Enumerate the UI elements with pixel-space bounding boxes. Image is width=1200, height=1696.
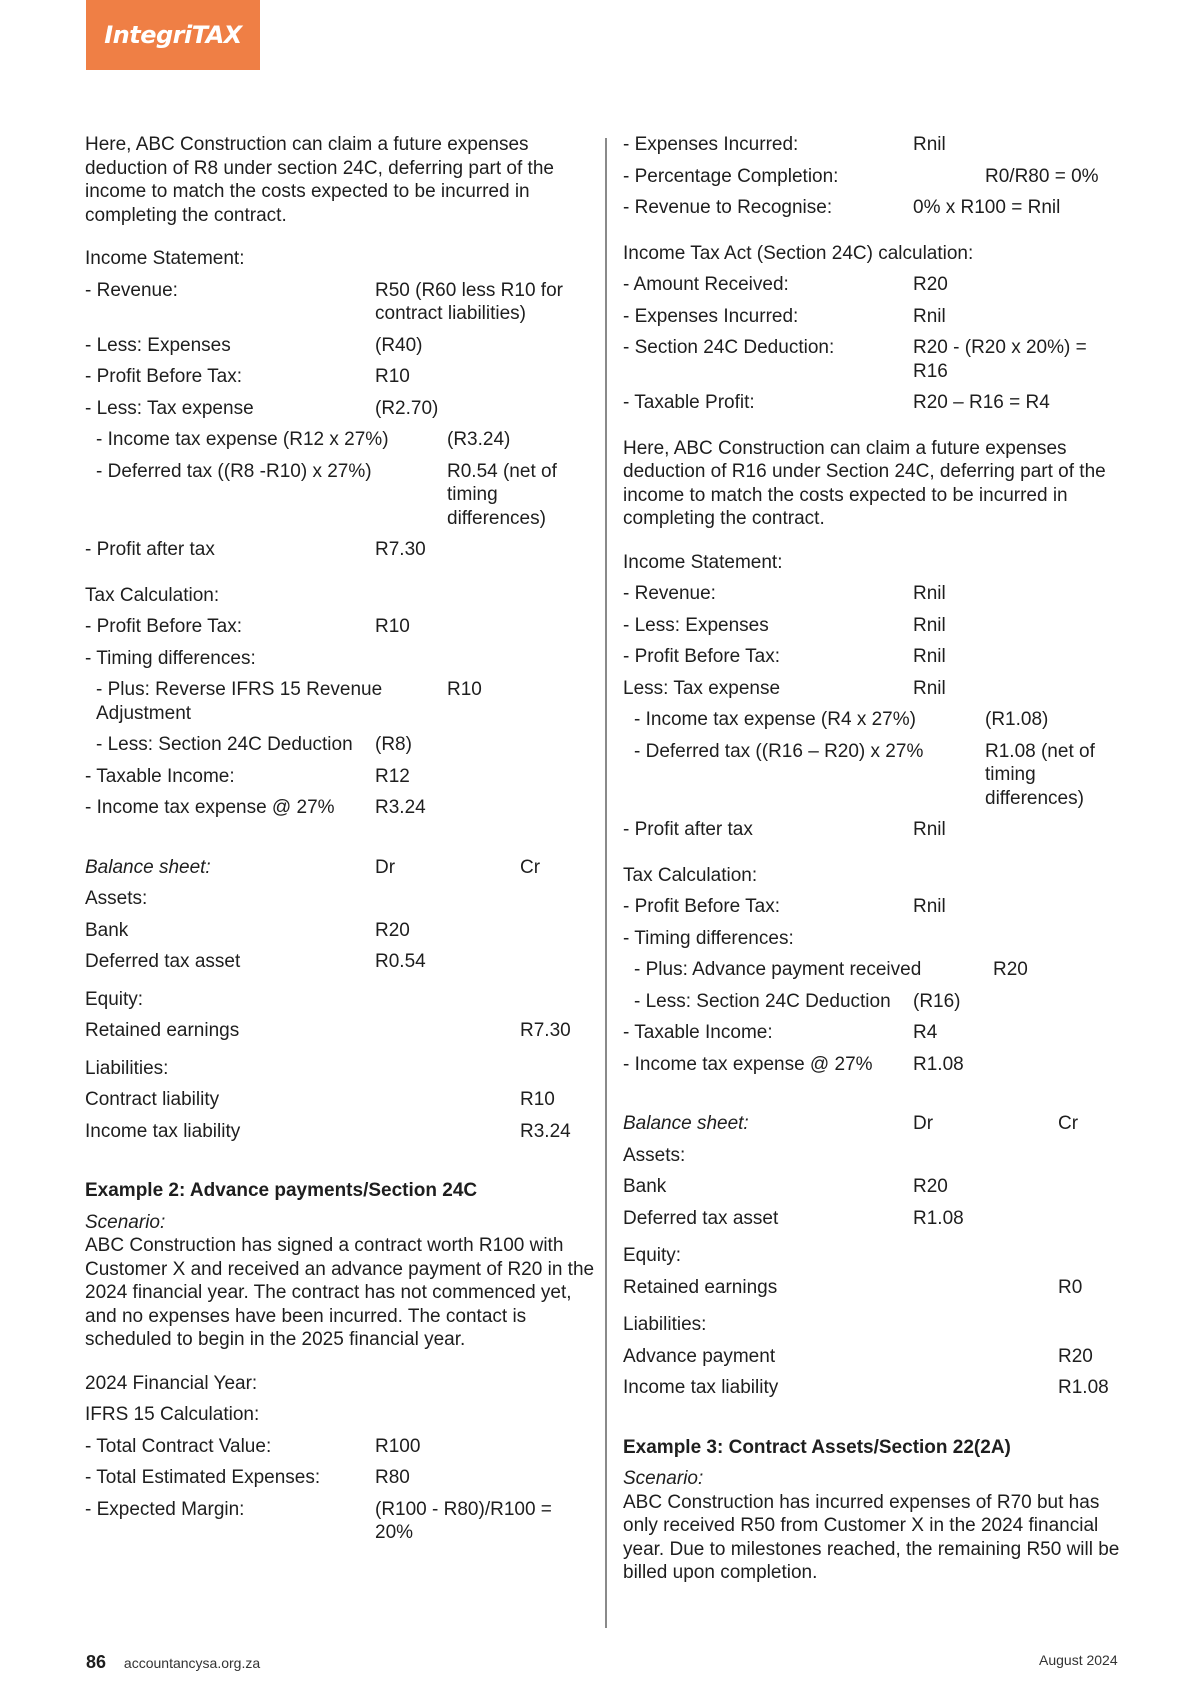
row-value: R20 - (R20 x 20%) = R16 — [913, 337, 1087, 382]
row-label: - Less: Section 24C Deduction — [634, 990, 891, 1012]
cr-header: Cr — [1058, 1113, 1079, 1134]
row-label: - Amount Received: — [623, 274, 789, 295]
row-label: - Revenue: — [85, 279, 178, 301]
scenario-text: ABC Construction has signed a contract worth R100 with Customer X and received an advance payment of R20 in the 2024 financial year. The contract has not commenced yet, and no expenses have been incurred. The contact is scheduled to begin in the 2025 financial year. — [85, 1235, 595, 1350]
row-label: Bank — [623, 1176, 667, 1197]
row-label: - Less: Expenses — [85, 334, 231, 356]
row-label: Contract liability — [85, 1089, 220, 1110]
example-3-title: Example 3: Contract Assets/Section 22(2A) — [623, 1436, 1011, 1458]
scenario-label: Scenario: — [623, 1468, 704, 1489]
ita-heading: Income Tax Act (Section 24C) calculation: — [623, 242, 974, 264]
row-value: R10 — [520, 1089, 555, 1110]
row-value: Rnil — [913, 646, 946, 667]
row-label: - Revenue to Recognise: — [623, 197, 833, 218]
row-value: R10 — [375, 616, 410, 637]
row-value: (R16) — [913, 990, 961, 1012]
tax-calculation-2 — [623, 864, 1128, 1077]
row-label: Income tax liability — [85, 1120, 241, 1142]
ita-calculation — [623, 242, 1128, 415]
intro-paragraph: Here, ABC Construction can claim a future expenses deduction of R8 under section 24C, deferring part of the income to match the costs expected to be incurred in completing the contract. — [85, 134, 554, 226]
row-value: R3.24 — [375, 797, 426, 818]
balance-sheet-2 — [623, 1112, 1128, 1400]
row-value: R20 — [993, 959, 1028, 980]
row-label: - Income tax expense (R4 x 27%) — [634, 709, 916, 730]
equity-heading: Equity: — [85, 988, 144, 1010]
row-value: R80 — [375, 1467, 410, 1488]
scenario-text: ABC Construction has incurred expenses of R70 but has only received R50 from Customer X in the 2024 financial year. Due to milestones reached, the remaining R50 will be billed upon completion. — [623, 1491, 1120, 1583]
row-label: - Section 24C Deduction: — [623, 337, 835, 358]
income-statement-2 — [623, 551, 1128, 842]
site-url: accountancysa.org.za — [123, 1655, 261, 1671]
row-value: R20 — [913, 274, 948, 295]
row-value: R7.30 — [520, 1020, 571, 1041]
assets-heading: Assets: — [623, 1144, 686, 1166]
row-label: - Profit Before Tax: — [85, 616, 242, 637]
row-value: R50 (R60 less R10 for contract liabilities) — [375, 279, 563, 324]
tax-calculation — [85, 584, 595, 820]
intro-paragraph-2: Here, ABC Construction can claim a future expenses deduction of R16 under Section 24C, deferring part of the income to match the costs expected to be incurred in completing the contract. — [623, 437, 1106, 529]
row-value: (R1.08) — [985, 709, 1049, 730]
row-value: Rnil — [913, 134, 946, 155]
row-label: - Taxable Profit: — [623, 392, 755, 413]
row-value: (R8) — [375, 734, 412, 755]
row-value: Rnil — [913, 614, 946, 636]
income-statement — [85, 247, 595, 562]
row-label: - Timing differences: — [623, 927, 794, 949]
row-label: Retained earnings — [623, 1276, 778, 1298]
row-value: R20 — [1058, 1345, 1093, 1367]
row-label: - Taxable Income: — [85, 765, 235, 787]
row-value: R1.08 — [913, 1053, 964, 1075]
row-value: R0.54 (net of timing differences) — [447, 460, 557, 529]
ifrs-heading: IFRS 15 Calculation: — [85, 1404, 260, 1425]
ifrs-continued — [623, 133, 1128, 220]
row-value: R0/R80 = 0% — [985, 165, 1099, 187]
example-3 — [623, 1436, 1128, 1585]
row-label: - Less: Expenses — [623, 614, 769, 636]
row-value: (R100 - R80)/R100 = 20% — [375, 1498, 552, 1543]
income-statement-heading: Income Statement: — [623, 551, 783, 573]
balance-sheet-heading: Balance sheet: — [85, 856, 211, 878]
assets-heading: Assets: — [85, 888, 148, 909]
left-column — [85, 133, 595, 1553]
row-label: - Profit Before Tax: — [623, 646, 780, 667]
row-label: - Plus: Advance payment received — [634, 959, 922, 980]
row-label: - Deferred tax ((R16 – R20) x 27% — [634, 740, 924, 762]
row-label: - Total Estimated Expenses: — [85, 1467, 321, 1488]
example-2-title: Example 2: Advance payments/Section 24C — [85, 1180, 478, 1201]
row-label: - Revenue: — [623, 583, 716, 604]
cr-header: Cr — [520, 856, 541, 878]
row-label: - Timing differences: — [85, 647, 256, 669]
scenario-label: Scenario: — [85, 1211, 166, 1233]
tax-calculation-heading: Tax Calculation: — [85, 584, 220, 606]
row-value: R4 — [913, 1022, 938, 1043]
balance-sheet — [85, 856, 595, 1144]
row-label: Income tax liability — [623, 1377, 779, 1398]
page-number: 86 — [86, 1652, 107, 1672]
row-value: R100 — [375, 1435, 421, 1457]
row-label: - Plus: Reverse IFRS 15 Revenue Adjustment — [96, 679, 383, 724]
row-value: R1.08 — [913, 1207, 964, 1229]
dr-header: Dr — [913, 1113, 934, 1134]
row-label: Retained earnings — [85, 1020, 240, 1041]
tax-calculation-heading: Tax Calculation: — [623, 864, 758, 886]
row-label: - Expenses Incurred: — [623, 305, 799, 327]
row-label: Less: Tax expense — [623, 677, 781, 699]
row-value: Rnil — [913, 677, 946, 699]
row-label: - Less: Section 24C Deduction — [96, 734, 353, 755]
column-divider — [605, 138, 607, 1628]
row-label: - Income tax expense @ 27% — [85, 797, 335, 818]
row-value: R20 — [913, 1176, 948, 1197]
row-label: Advance payment — [623, 1345, 776, 1367]
row-value: R3.24 — [520, 1120, 571, 1142]
row-value: R1.08 (net of timing differences) — [985, 740, 1095, 809]
row-value: (R40) — [375, 334, 423, 356]
row-label: - Profit after tax — [623, 819, 753, 840]
example-2 — [85, 1179, 595, 1545]
row-label: - Percentage Completion: — [623, 165, 839, 187]
row-value: Rnil — [913, 819, 946, 840]
row-value: (R2.70) — [375, 397, 439, 419]
row-value: 0% x R100 = Rnil — [913, 197, 1061, 218]
row-label: - Deferred tax ((R8 -R10) x 27%) — [96, 460, 372, 482]
row-value: Rnil — [913, 305, 946, 327]
row-value: Rnil — [913, 583, 946, 604]
row-label: Deferred tax asset — [623, 1207, 779, 1229]
equity-heading: Equity: — [623, 1245, 682, 1266]
row-value: R0.54 — [375, 951, 426, 972]
financial-year-heading: 2024 Financial Year: — [85, 1372, 258, 1394]
row-label: - Income tax expense (R12 x 27%) — [96, 429, 389, 450]
liabilities-heading: Liabilities: — [85, 1057, 169, 1079]
row-value: R1.08 — [1058, 1377, 1109, 1398]
row-value: R7.30 — [375, 539, 426, 560]
row-label: - Expected Margin: — [85, 1498, 245, 1520]
row-label: Bank — [85, 919, 129, 941]
income-statement-heading: Income Statement: — [85, 248, 245, 269]
row-value: (R3.24) — [447, 429, 511, 450]
row-label: - Expenses Incurred: — [623, 134, 799, 155]
dr-header: Dr — [375, 856, 396, 878]
row-label: - Income tax expense @ 27% — [623, 1053, 873, 1075]
balance-sheet-heading: Balance sheet: — [623, 1113, 749, 1134]
row-value: Rnil — [913, 896, 946, 917]
row-label: - Profit after tax — [85, 539, 215, 560]
right-column — [623, 133, 1128, 1585]
footer-date: August 2024 — [1039, 1652, 1118, 1668]
liabilities-heading: Liabilities: — [623, 1314, 707, 1335]
row-label: - Taxable Income: — [623, 1022, 773, 1043]
row-value: R20 – R16 = R4 — [913, 392, 1050, 413]
row-value: R12 — [375, 765, 410, 787]
row-value: R20 — [375, 919, 410, 941]
row-value: R0 — [1058, 1276, 1083, 1298]
row-value: R10 — [447, 679, 482, 700]
row-label: - Total Contract Value: — [85, 1435, 272, 1457]
row-label: Deferred tax asset — [85, 951, 241, 972]
row-label: - Less: Tax expense — [85, 397, 254, 419]
row-label: - Profit Before Tax: — [623, 896, 780, 917]
footer-left — [86, 1652, 260, 1673]
row-label: - Profit Before Tax: — [85, 366, 242, 387]
integritax-logo: IntegriTAX — [86, 0, 260, 70]
row-value: R10 — [375, 366, 410, 387]
